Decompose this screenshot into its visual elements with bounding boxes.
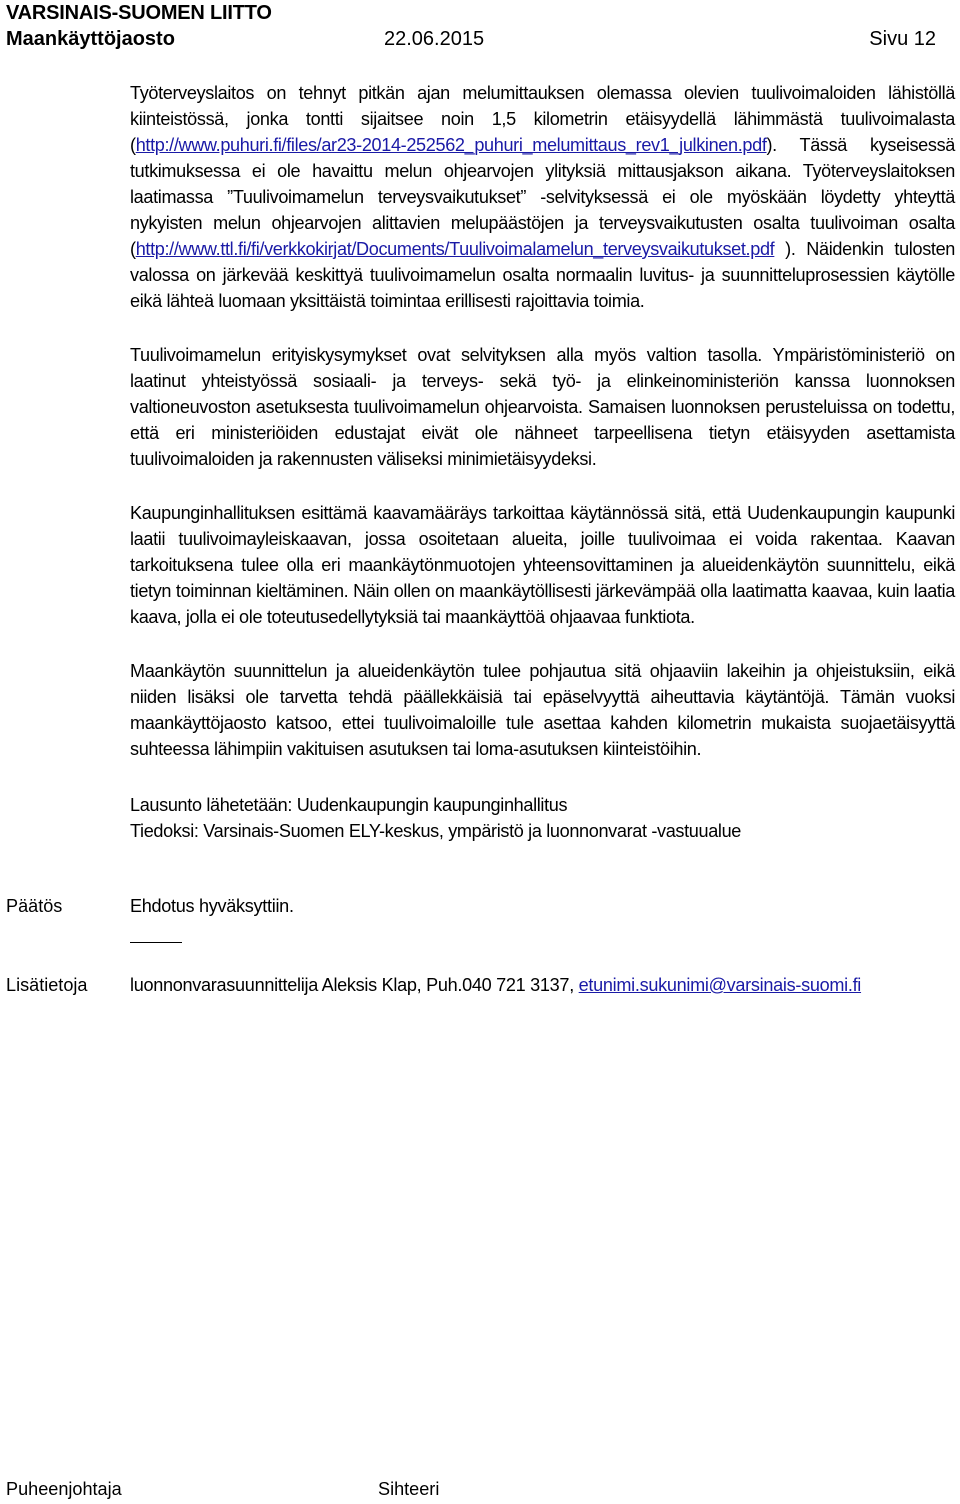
- statement-recipient: Lausunto lähetetään: Uudenkaupungin kaupunginhallitus: [130, 795, 568, 815]
- puhuri-report-link[interactable]: http://www.puhuri.fi/files/ar23-2014-252562_puhuri_melumittaus_rev1_julkinen.pdf: [135, 135, 767, 155]
- paragraph-zoning-regulation: Kaupunginhallituksen esittämä kaavamääräys tarkoittaa käytännössä sitä, että Uudenkaupungin kaupunki laatii tuulivoimayleiskaavan, jossa osoitetaan alueita, joille tuulivoimaa ei voida rakentaa. Kaavan tarkoituksena tulee olla eri maankäytönmuotojen yhteensovittaminen ja alueidenkäytön suunnittelu, eikä tietyn toiminnan kieltäminen. Näin ollen on maankäytöllisesti järkevämpää olla laatimatta kaavaa, kuin laatia kaava, jolla ei ole toteutusedellytyksiä tai maankäyttöä ohjaavaa funktiota.: [130, 503, 955, 627]
- statement-cc: Tiedoksi: Varsinais-Suomen ELY-keskus, ympäristö ja luonnonvarat -vastuualue: [130, 821, 742, 841]
- paragraph-conclusion: Maankäytön suunnittelun ja alueidenkäytön tulee pohjautua sitä ohjaaviin lakeihin ja ohjeistuksiin, eikä niiden lisäksi ole tarvetta tehdä päällekkäisiä tai epäselvyyttä aiheuttavia käytäntöjä. Tämän vuoksi maankäyttöjaosto katsoo, ettei tuulivoimaloille tule asettaa kahden kilometrin mukaista suojaetäisyyttä suhteessa lähimpiin vakituisen asutuksen tai loma-asutuksen kiinteistöihin.: [130, 661, 955, 759]
- organization-name: VARSINAIS-SUOMEN LIITTO: [6, 2, 272, 24]
- header-line: [6, 28, 936, 52]
- page-number: Sivu 12: [869, 28, 936, 50]
- chair-signature-label: Puheenjohtaja: [6, 1479, 122, 1499]
- paragraph-text: ). Näidenkin tulosten valossa on järkevää keskittyä tuulivoimamelun osalta normaalin luvitus- ja suunnitteluprosessien käytölle eikä lähteä luomaan yksittäistä toimintaa erillisesti rajoittavia toimia.: [130, 239, 955, 311]
- secretary-signature-label: Sihteeri: [378, 1479, 440, 1499]
- contact-person: luonnonvarasuunnittelija Aleksis Klap, Puh.040 721 3137,: [130, 975, 579, 995]
- info-label: Lisätietoja: [6, 975, 88, 995]
- decision-underline: [130, 942, 182, 943]
- paragraph-text: Työterveyslaitos on tehnyt pitkän ajan melumittauksen olemassa olevien tuulivoimaloiden lähistöllä kiinteistössä, jonka tontti sijaitsee noin 1,5 kilometrin etäisyydellä lähimmästä tuulivoimalasta (: [130, 83, 955, 155]
- document-body: [130, 80, 955, 844]
- contact-email-link[interactable]: etunimi.sukunimi@varsinais-suomi.fi: [578, 975, 862, 995]
- paragraph-state-level: Tuulivoimamelun erityiskysymykset ovat selvityksen alla myös valtion tasolla. Ympäristöministeriö on laatinut yhteistyössä sosiaali- ja terveys- sekä työ- ja elinkeinoministeriön kanssa luonnoksen valtioneuvoston asetuksesta tuulivoimamelun ohjearvoista. Samaisen luonnoksen perusteluissa on todettu, että eri ministeriöiden edustajat eivät ole nähneet tarpeellisena tietyn etäisyyden asettamista tuulivoimaloiden ja rakennusten väliseksi minimietäisyydeksi.: [130, 345, 955, 469]
- department-name: Maankäyttöjaosto: [6, 28, 175, 50]
- ttl-report-link[interactable]: http://www.ttl.fi/fi/verkkokirjat/Documents/Tuulivoimalamelun_terveysvaikutukset.pdf: [135, 239, 775, 259]
- decision-value: Ehdotus hyväksyttiin.: [130, 896, 294, 916]
- paragraph-noise-study: [130, 80, 955, 314]
- decision-label: Päätös: [6, 896, 63, 916]
- paragraph-text: ). Tässä kyseisessä tutkimuksessa ei ole havaittu melun ohjearvojen ylityksiä mittausjakson aikana. Työterveyslaitoksen laatimassa ”Tuulivoimamelun terveysvaikutukset” -selvityksessä ei ole myöskään löydetty yhteyttä nykyisten melun ohjearvojen alittavien melupäästöjen ja terveysvaikutusten osalta tuulivoiman osalta (: [130, 135, 955, 259]
- meeting-date: 22.06.2015: [384, 28, 485, 50]
- info-value: [130, 975, 861, 996]
